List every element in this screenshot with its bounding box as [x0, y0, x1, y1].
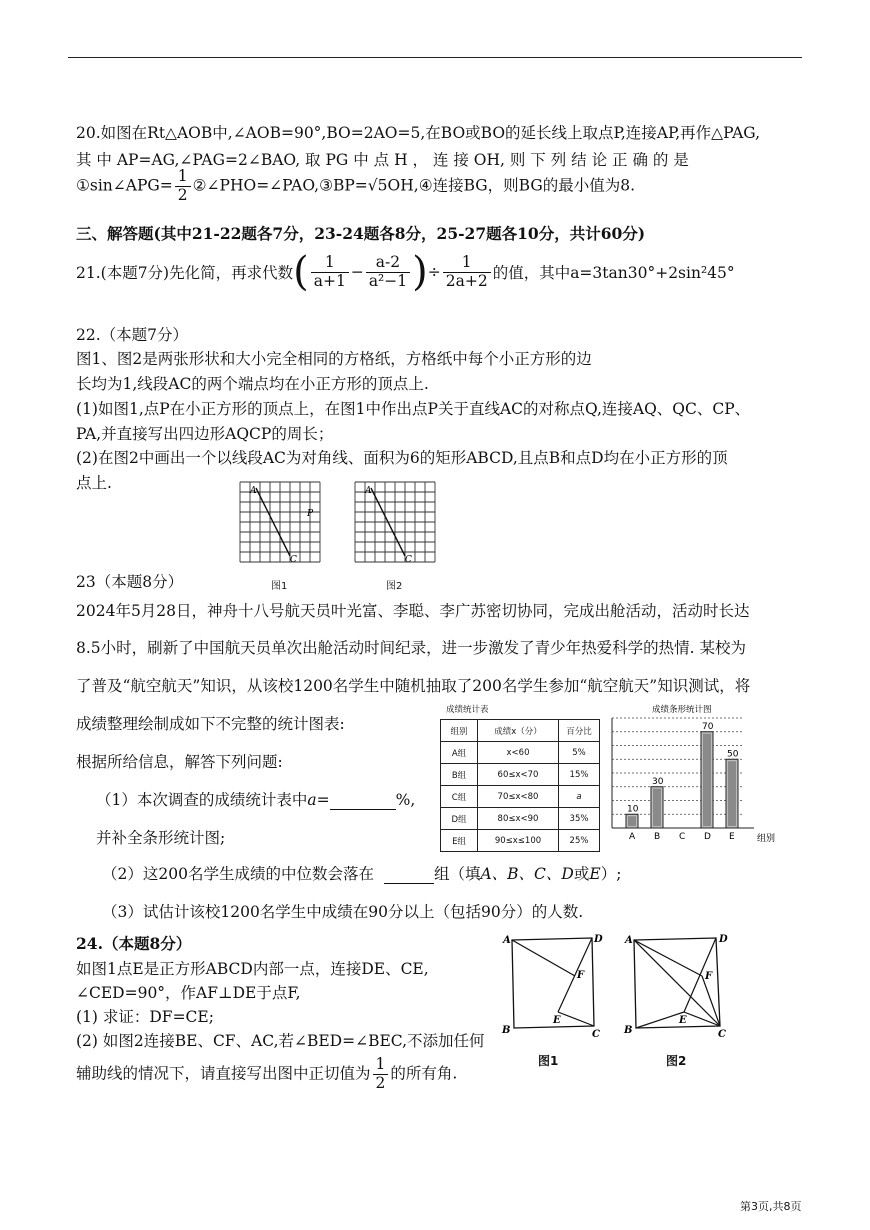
f1-d: D: [594, 934, 603, 945]
q22-fig1-caption: 图1: [271, 581, 288, 592]
q21-f2-num: a-2: [366, 254, 410, 273]
g1-label-c: C: [290, 555, 297, 565]
q22-fig2-caption: 图2: [386, 581, 403, 592]
q20-l3a: ①sin∠APG=: [76, 176, 173, 195]
q24-l4: (2) 如图2连接BE、CF、AC,若∠BED=∠BEC,不添加任何: [76, 1032, 485, 1050]
q22-grid2: [351, 478, 441, 568]
q24-l2: ∠CED=90°，作AF⊥DE于点F,: [76, 984, 301, 1002]
q23-p2-e: E: [589, 865, 601, 883]
q23-p1-var: a: [307, 791, 317, 809]
q23-p1d: 并补全条形统计图;: [96, 829, 226, 847]
q23-p2-opts: A、B、C、D: [480, 865, 574, 883]
q23-p2a: （2）这200名学生成绩的中位数会落在: [102, 865, 374, 883]
chart-tick-label: C: [679, 832, 686, 842]
q23-blank-a: [330, 791, 396, 810]
q22-l1: 图1、图2是两张形状和大小完全相同的方格纸，方格纸中每个小正方形的边: [76, 350, 592, 368]
f1-e: E: [553, 1015, 561, 1026]
q20-fraction: [175, 168, 191, 205]
chart-bar-fill: [728, 761, 736, 826]
q23-l2: 8.5小时，刷新了中国航天员单次出舱活动时间纪录，进一步激发了青少年热爱科学的热情. 某校为: [76, 639, 747, 657]
cell: 35%: [559, 808, 600, 830]
q24-l5a: 辅助线的情况下，请直接写出图中正切值为: [76, 1064, 371, 1083]
q21-f2-den: a²−1: [368, 271, 408, 290]
table-row: [441, 764, 600, 786]
f1-f: F: [577, 970, 585, 981]
line-ac-2: [634, 940, 720, 1026]
cell: 15%: [559, 764, 600, 786]
q22-head: 22.（本题7分）: [76, 326, 189, 344]
q23-p1c: %,: [395, 791, 416, 809]
q24-frac-den: 2: [375, 1073, 386, 1092]
q23-p3: （3）试估计该校1200名学生中成绩在90分以上（包括90分）的人数.: [102, 903, 584, 921]
q20-l3b: ②∠PHO=∠PAO,③BP=: [192, 176, 368, 195]
chart-bar-fill: [653, 789, 661, 826]
cell: a: [559, 786, 600, 808]
q20-frac-num: 1: [175, 168, 191, 187]
q24-figure2: [622, 930, 736, 1040]
cell: 70≤x<80: [478, 786, 559, 808]
q24-fig1-caption: 图1: [538, 1054, 559, 1068]
f2-d: D: [719, 934, 728, 945]
line-de: [558, 938, 592, 1012]
q23-p1b: =: [316, 791, 330, 809]
chart-bar-fill: [703, 734, 711, 826]
line-ce: [558, 1012, 594, 1026]
q23-p2b: 组（填: [433, 865, 481, 883]
q22-l4: PA,并直接写出四边形AQCP的周长；: [76, 425, 334, 443]
f1-b: B: [502, 1025, 511, 1036]
q24-fig2-caption: 图2: [666, 1054, 687, 1068]
g2-label-a: A: [365, 486, 372, 496]
table-row: [441, 786, 600, 808]
f2-b: B: [624, 1025, 633, 1036]
line-af: [512, 940, 575, 976]
th-group: 组别: [441, 720, 478, 742]
q21-div: ÷: [427, 263, 441, 281]
g1-label-p: P: [307, 509, 314, 519]
table-row: [441, 742, 600, 764]
q23-blank-group: [384, 865, 434, 884]
q23-p1a: （1）本次调查的成绩统计表中: [96, 791, 308, 809]
bar-chart: [604, 700, 784, 848]
q20-line3: [76, 168, 635, 205]
q21-frac1: [311, 254, 349, 291]
q21-f3-den: 2a+2: [445, 271, 488, 290]
chart-bar-fill: [628, 816, 636, 826]
line-be-2: [636, 1012, 684, 1028]
q24-l1: 如图1点E是正方形ABCD内部一点，连接DE、CE,: [76, 960, 429, 978]
score-table: [440, 719, 600, 852]
cell: 5%: [559, 742, 600, 764]
q24-fraction: [373, 1056, 389, 1093]
q20-l3c: OH,④连接BG，则BG的最小值为8.: [387, 176, 636, 195]
cell: C组: [441, 786, 478, 808]
cell: B组: [441, 764, 478, 786]
line-af-2: [634, 940, 702, 976]
cell: A组: [441, 742, 478, 764]
th-score: 成绩x（分）: [478, 720, 559, 742]
chart-data-label: 50: [727, 749, 739, 760]
f1-c: C: [592, 1029, 600, 1040]
q20-frac-den: 2: [177, 185, 188, 204]
chart-title: 成绩条形统计图: [652, 705, 712, 715]
q22-l5: (2)在图2中画出一个以线段AC为对角线、面积为6的矩形ABCD,且点B和点D均在小正方形的顶: [76, 449, 728, 467]
cell: D组: [441, 808, 478, 830]
q21-f1-num: 1: [311, 254, 349, 273]
q23-p2-or: 或: [573, 865, 590, 883]
q22-l2: 长均为1,线段AC的两个端点均在小正方形的顶点上.: [76, 375, 429, 393]
chart-tick-label: E: [729, 832, 735, 842]
x-axis-label: 组别: [757, 834, 776, 844]
q21-pre: 21.(本题7分)先化简，再求代数: [76, 264, 294, 282]
cell: x<60: [478, 742, 559, 764]
chart-tick-label: B: [654, 832, 661, 842]
f2-c: C: [718, 1029, 726, 1040]
q24-l3: (1) 求证：DF=CE;: [76, 1008, 214, 1026]
q23-p2: [102, 862, 621, 884]
cell: 80≤x<90: [478, 808, 559, 830]
f2-e: E: [679, 1015, 687, 1026]
chart-data-label: 70: [702, 721, 714, 732]
q21-line: [76, 249, 735, 295]
q24-frac-num: 1: [373, 1056, 389, 1075]
f2-f: F: [705, 971, 713, 982]
q24-l5b: 的所有角.: [390, 1064, 458, 1083]
q22-grid1: [236, 478, 326, 568]
f1-a: A: [503, 935, 511, 946]
g2-label-c: C: [405, 555, 412, 565]
q24-head: 24.（本题8分）: [76, 934, 192, 953]
q24-l5: [76, 1056, 457, 1093]
q23-p2c: ）;: [600, 865, 622, 883]
q21-post: 的值，其中a=3tan30°+2sin²45°: [492, 264, 735, 282]
q23-l3: 了普及“航空航天”知识，从该校1200名学生中随机抽取了200名学生参加“航空航天”知识测试，将: [76, 677, 751, 695]
table-header-row: [441, 720, 600, 742]
q21-paren-right: ): [412, 249, 428, 295]
q21-f1-den: a+1: [313, 271, 346, 290]
q20-sqrt: √5: [367, 176, 388, 195]
chart-data-label: 30: [652, 776, 664, 787]
q22-l3: (1)如图1,点P在小正方形的顶点上，在图1中作出点P关于直线AC的对称点Q,连接AQ、QC、CP、: [76, 400, 751, 418]
chart-tick-label: D: [704, 832, 711, 842]
q21-frac3: [443, 254, 491, 291]
chart-data-label: 10: [627, 804, 639, 815]
g1-label-a: A: [250, 486, 257, 496]
q23-p1: [96, 788, 415, 810]
cell: 25%: [559, 830, 600, 852]
cell: E组: [441, 830, 478, 852]
q23-l4: 成绩整理绘制成如下不完整的统计图表:: [76, 715, 345, 733]
q21-paren-left: (: [293, 249, 309, 295]
q20-line1: 20.如图在Rt△AOB中,∠AOB=90°,BO=2AO=5,在BO或BO的延长线上取点P,连接AP,再作△PAG,: [76, 124, 761, 142]
cell: 90≤x≤100: [478, 830, 559, 852]
q22-l6: 点上.: [76, 474, 112, 492]
cell: 60≤x<70: [478, 764, 559, 786]
th-percent: 百分比: [559, 720, 600, 742]
chart-tick-label: A: [629, 832, 636, 842]
table-row: [441, 808, 600, 830]
q21-f3-num: 1: [443, 254, 491, 273]
page-footer: 第3页,共8页: [740, 1200, 802, 1213]
table-title: 成绩统计表: [446, 705, 489, 715]
q20-line2: 其 中 AP=AG,∠PAG=2∠BAO, 取 PG 中 点 H ， 连 接 OH, 则 下 列 结 论 正 确 的 是: [76, 151, 689, 169]
q21-minus: −: [350, 263, 364, 281]
header-rule: [68, 57, 802, 58]
line-ce-2: [684, 1012, 720, 1026]
section3-title: 三、解答题(其中21-22题各7分，23-24题各8分，25-27题各10分，共计60分): [76, 224, 646, 243]
line-cf-2: [702, 976, 720, 1026]
q24-figure1: [500, 930, 610, 1040]
f2-a: A: [625, 935, 633, 946]
table-row: [441, 830, 600, 852]
q23-l1: 2024年5月28日，神舟十八号航天员叶光富、李聪、李广苏密切协同，完成出舱活动，活动时长达: [76, 602, 750, 620]
q23-head: 23（本题8分）: [76, 573, 184, 591]
q21-frac2: [366, 254, 410, 291]
q23-l5: 根据所给信息，解答下列问题:: [76, 753, 283, 771]
